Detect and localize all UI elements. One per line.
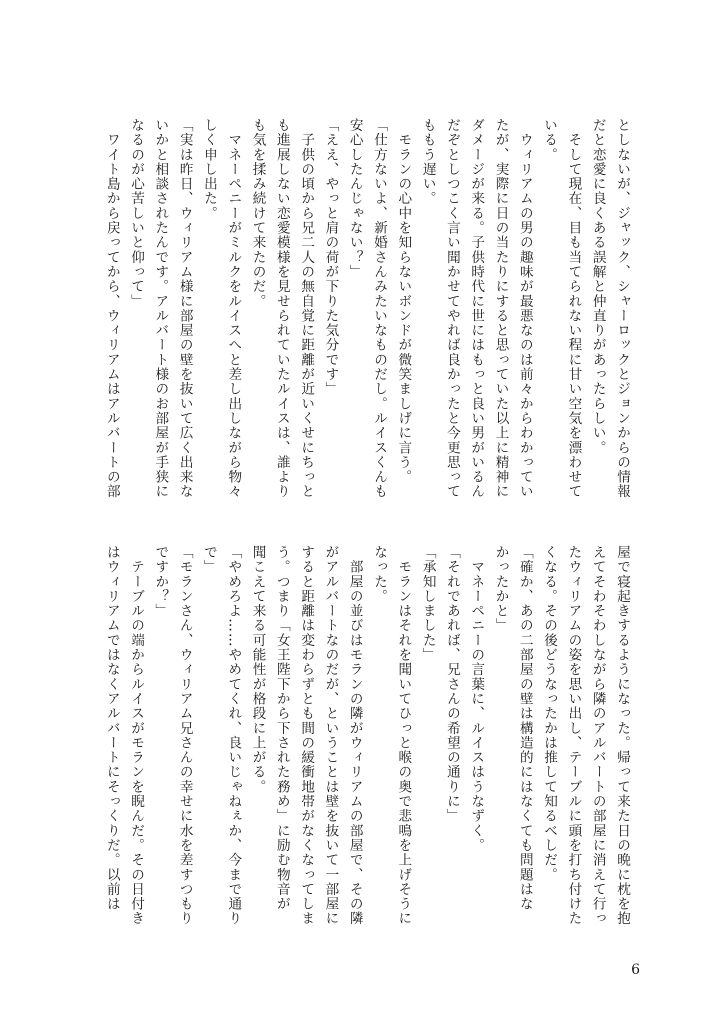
text-line: 「確か、あの二部屋の壁は構造的にはなくても問題はな xyxy=(516,545,533,912)
text-line: で」 xyxy=(200,545,217,575)
text-line: 部屋の並びはモランの隣がウィリアムの部屋で、その隣 xyxy=(346,545,363,926)
text-line: 「モランさん、ウィリアム兄さんの幸せに水を差すつもり xyxy=(176,545,193,926)
text-line: えてそわそわしながら隣のアルバートの部屋に消えて行っ xyxy=(589,545,606,926)
text-line: も進展しない恋愛模様を見せられていたルイスは、誰より xyxy=(273,118,290,499)
text-line: う。つまり「女王陛下から下された務め」に励む物音が xyxy=(273,545,290,912)
text-line: 屋で寝起きするようになった。帰って来た日の晩に枕を抱 xyxy=(614,545,630,926)
text-line: モランはそれを聞いてひっと喉の奥で悲鳴を上げそうに xyxy=(395,545,412,926)
text-line: としないが、ジャック、シャーロックとジョンからの情報 xyxy=(614,118,630,499)
text-line: 「やめろよ……やめてくれ、良いじゃねぇか、今まで通り xyxy=(225,545,242,926)
text-line: がアルバートなのだが、ということは壁を抜いて一部屋に xyxy=(322,545,339,926)
text-line: しく申し出た。 xyxy=(200,118,217,221)
text-line: モランの心中を知らないボンドが微笑ましげに言う。 xyxy=(395,118,412,485)
text-line: そして現在、目も当てられない程に甘い空気を漂わせて xyxy=(565,118,582,499)
text-line: ワイト島から戻ってから、ウィリアムはアルバートの部 xyxy=(103,118,120,499)
text-line: かったかと」 xyxy=(492,545,509,633)
text-line: すると距離は変わらずとも間の緩衝地帯がなくなってしま xyxy=(298,545,315,926)
text-line: ウィリアムの男の趣味が最悪なのは前々からわかってい xyxy=(516,118,533,499)
text-line: くなる。その後どうなったかは推して知るべしだ。 xyxy=(541,545,558,882)
text-line: テーブルの端からルイスがモランを睨んだ。その日付き xyxy=(128,545,145,926)
text-line: 安心したんじゃない？」 xyxy=(346,118,363,280)
text-line: ダメージが来る。子供時代に世にはもっと良い男がいるん xyxy=(468,118,485,499)
text-line: いかと相談されたんです。アルバート様のお部屋が手狭に xyxy=(152,118,169,499)
text-line: 「実は昨日、ウィリアム様に部屋の壁を抜いて広く出来な xyxy=(176,118,193,499)
text-line: 「承知しました」 xyxy=(419,545,436,663)
page-number: 6 xyxy=(631,962,640,978)
text-line: 「仕方ないよ、新婚さんみたいなものだし。ルイスくんも xyxy=(371,118,388,499)
upper-text-block xyxy=(99,118,634,528)
text-line: はウィリアムではなくアルバートにそっくりだ。以前は xyxy=(103,545,120,912)
text-line: 聞こえて来る可能性が格段に上がる。 xyxy=(249,545,266,795)
text-line: マネーペニーの言葉に、ルイスはうなずく。 xyxy=(468,545,485,853)
text-line: ですか？」 xyxy=(152,545,169,619)
text-line: だと恋愛に良くある誤解と仲直りがあったらしい。 xyxy=(589,118,606,455)
text-line: ももう遅い。 xyxy=(419,118,436,206)
text-line: も気を揉み続けて来たのだ。 xyxy=(249,118,266,309)
text-line: たが、実際に日の当たりにすると思っていた以上に精神に xyxy=(492,118,509,499)
text-line: 「ええ、やっと肩の荷が下りた気分です」 xyxy=(322,118,339,397)
text-line: だぞとしつこく言い聞かせてやれば良かったと今更思って xyxy=(443,118,460,499)
text-line: マネーペニーがミルクをルイスへと差し出しながら物々 xyxy=(225,118,242,499)
text-line: 「それであれば、兄さんの希望の通りに」 xyxy=(443,545,460,824)
text-line: 子供の頃から兄二人の無自覚に距離が近いくせにちっと xyxy=(298,118,315,499)
text-line: なるのが心苦しいと仰って」 xyxy=(128,118,145,309)
lower-text-block xyxy=(99,545,634,955)
text-line: いる。 xyxy=(541,118,558,162)
text-line: なった。 xyxy=(371,545,388,604)
text-line: たウィリアムの姿を思い出し、テーブルに頭を打ち付けた xyxy=(565,545,582,926)
